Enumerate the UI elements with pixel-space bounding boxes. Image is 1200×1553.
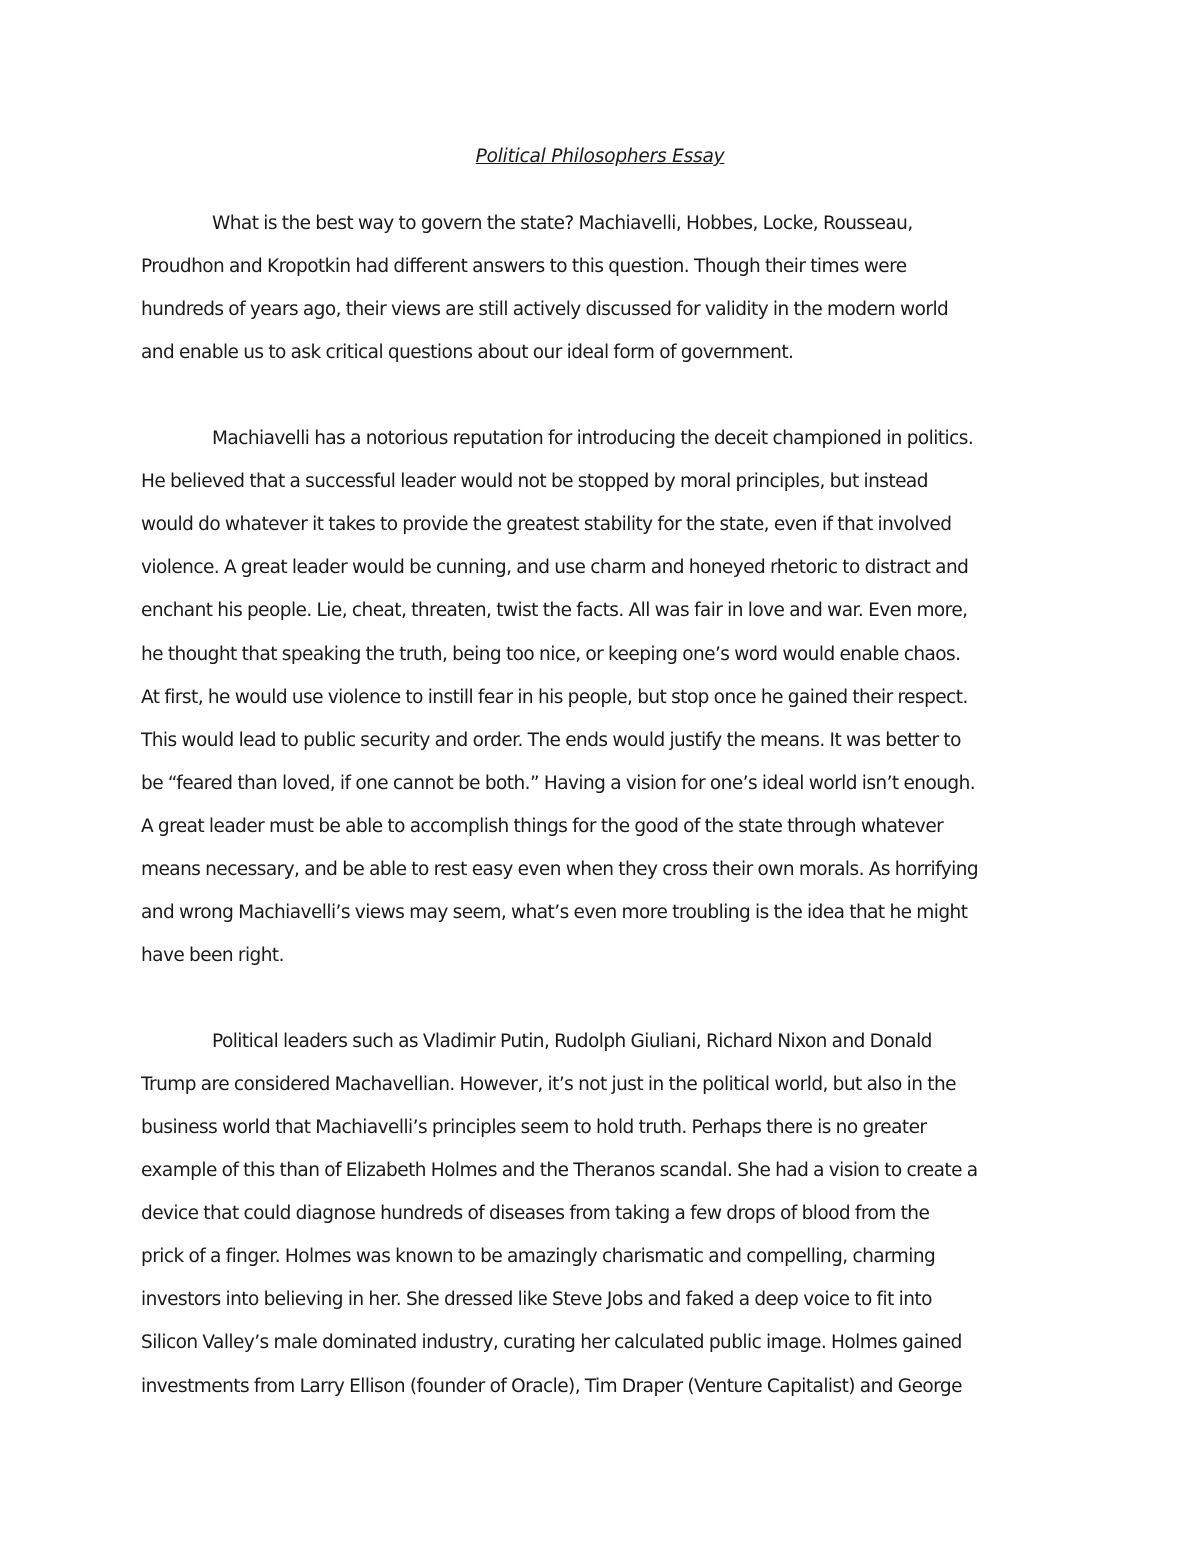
paragraph-3-line-5: device that could diagnose hundreds of diseases from taking a few drops of blood from the [141,1203,930,1224]
paragraph-3-line-3: business world that Machiavelli’s principles seem to hold truth. Perhaps there is no greater [141,1117,927,1138]
paragraph-3-line-8: Silicon Valley’s male dominated industry, curating her calculated public image. Holmes gained [141,1332,962,1353]
paragraph-3-line-9: investments from Larry Ellison (founder of Oracle), Tim Draper (Venture Capitalist) and George [141,1376,962,1397]
paragraph-2-line-6: he thought that speaking the truth, being too nice, or keeping one’s word would enable chaos. [141,644,961,665]
paragraph-2-line-10: A great leader must be able to accomplish things for the good of the state through whatever [141,816,944,837]
paragraph-2-line-8: This would lead to public security and order. The ends would justify the means. It was better to [141,730,961,751]
paragraph-2-line-2: He believed that a successful leader would not be stopped by moral principles, but instead [141,471,928,492]
paragraph-1-line-3: hundreds of years ago, their views are still actively discussed for validity in the modern world [141,299,949,320]
paragraph-1-line-4: and enable us to ask critical questions about our ideal form of government. [141,342,794,363]
paragraph-2-line-13: have been right. [141,945,284,966]
paragraph-2-line-7: At first, he would use violence to instill fear in his people, but stop once he gained their respect. [141,687,968,708]
paragraph-2-line-4: violence. A great leader would be cunning, and use charm and honeyed rhetoric to distract and [141,557,969,578]
paragraph-1-line-2: Proudhon and Kropotkin had different answers to this question. Though their times were [141,256,907,277]
paragraph-3-line-4: example of this than of Elizabeth Holmes and the Theranos scandal. She had a vision to create a [141,1160,978,1181]
paragraph-2-line-1: Machiavelli has a notorious reputation for introducing the deceit championed in politics. [212,428,974,449]
paragraph-1-line-1: What is the best way to govern the state? Machiavelli, Hobbes, Locke, Rousseau, [212,213,913,234]
paragraph-2-line-5: enchant his people. Lie, cheat, threaten, twist the facts. All was fair in love and war. Even more, [141,600,968,621]
paragraph-2-line-3: would do whatever it takes to provide the greatest stability for the state, even if that involved [141,514,952,535]
essay-title: Political Philosophers Essay [475,146,725,167]
paragraph-3-line-2: Trump are considered Machavellian. However, it’s not just in the political world, but also in the [141,1074,956,1095]
paragraph-3-line-1: Political leaders such as Vladimir Putin, Rudolph Giuliani, Richard Nixon and Donald [212,1031,932,1052]
paragraph-3-line-6: prick of a finger. Holmes was known to be amazingly charismatic and compelling, charming [141,1246,936,1267]
paragraph-2-line-12: and wrong Machiavelli’s views may seem, what’s even more troubling is the idea that he might [141,902,968,923]
paragraph-2-line-9: be “feared than loved, if one cannot be both.” Having a vision for one’s ideal world isn’t enough. [141,773,976,794]
paragraph-3-line-7: investors into believing in her. She dressed like Steve Jobs and faked a deep voice to fit into [141,1289,932,1310]
paragraph-2-line-11: means necessary, and be able to rest easy even when they cross their own morals. As horrifying [141,859,979,880]
